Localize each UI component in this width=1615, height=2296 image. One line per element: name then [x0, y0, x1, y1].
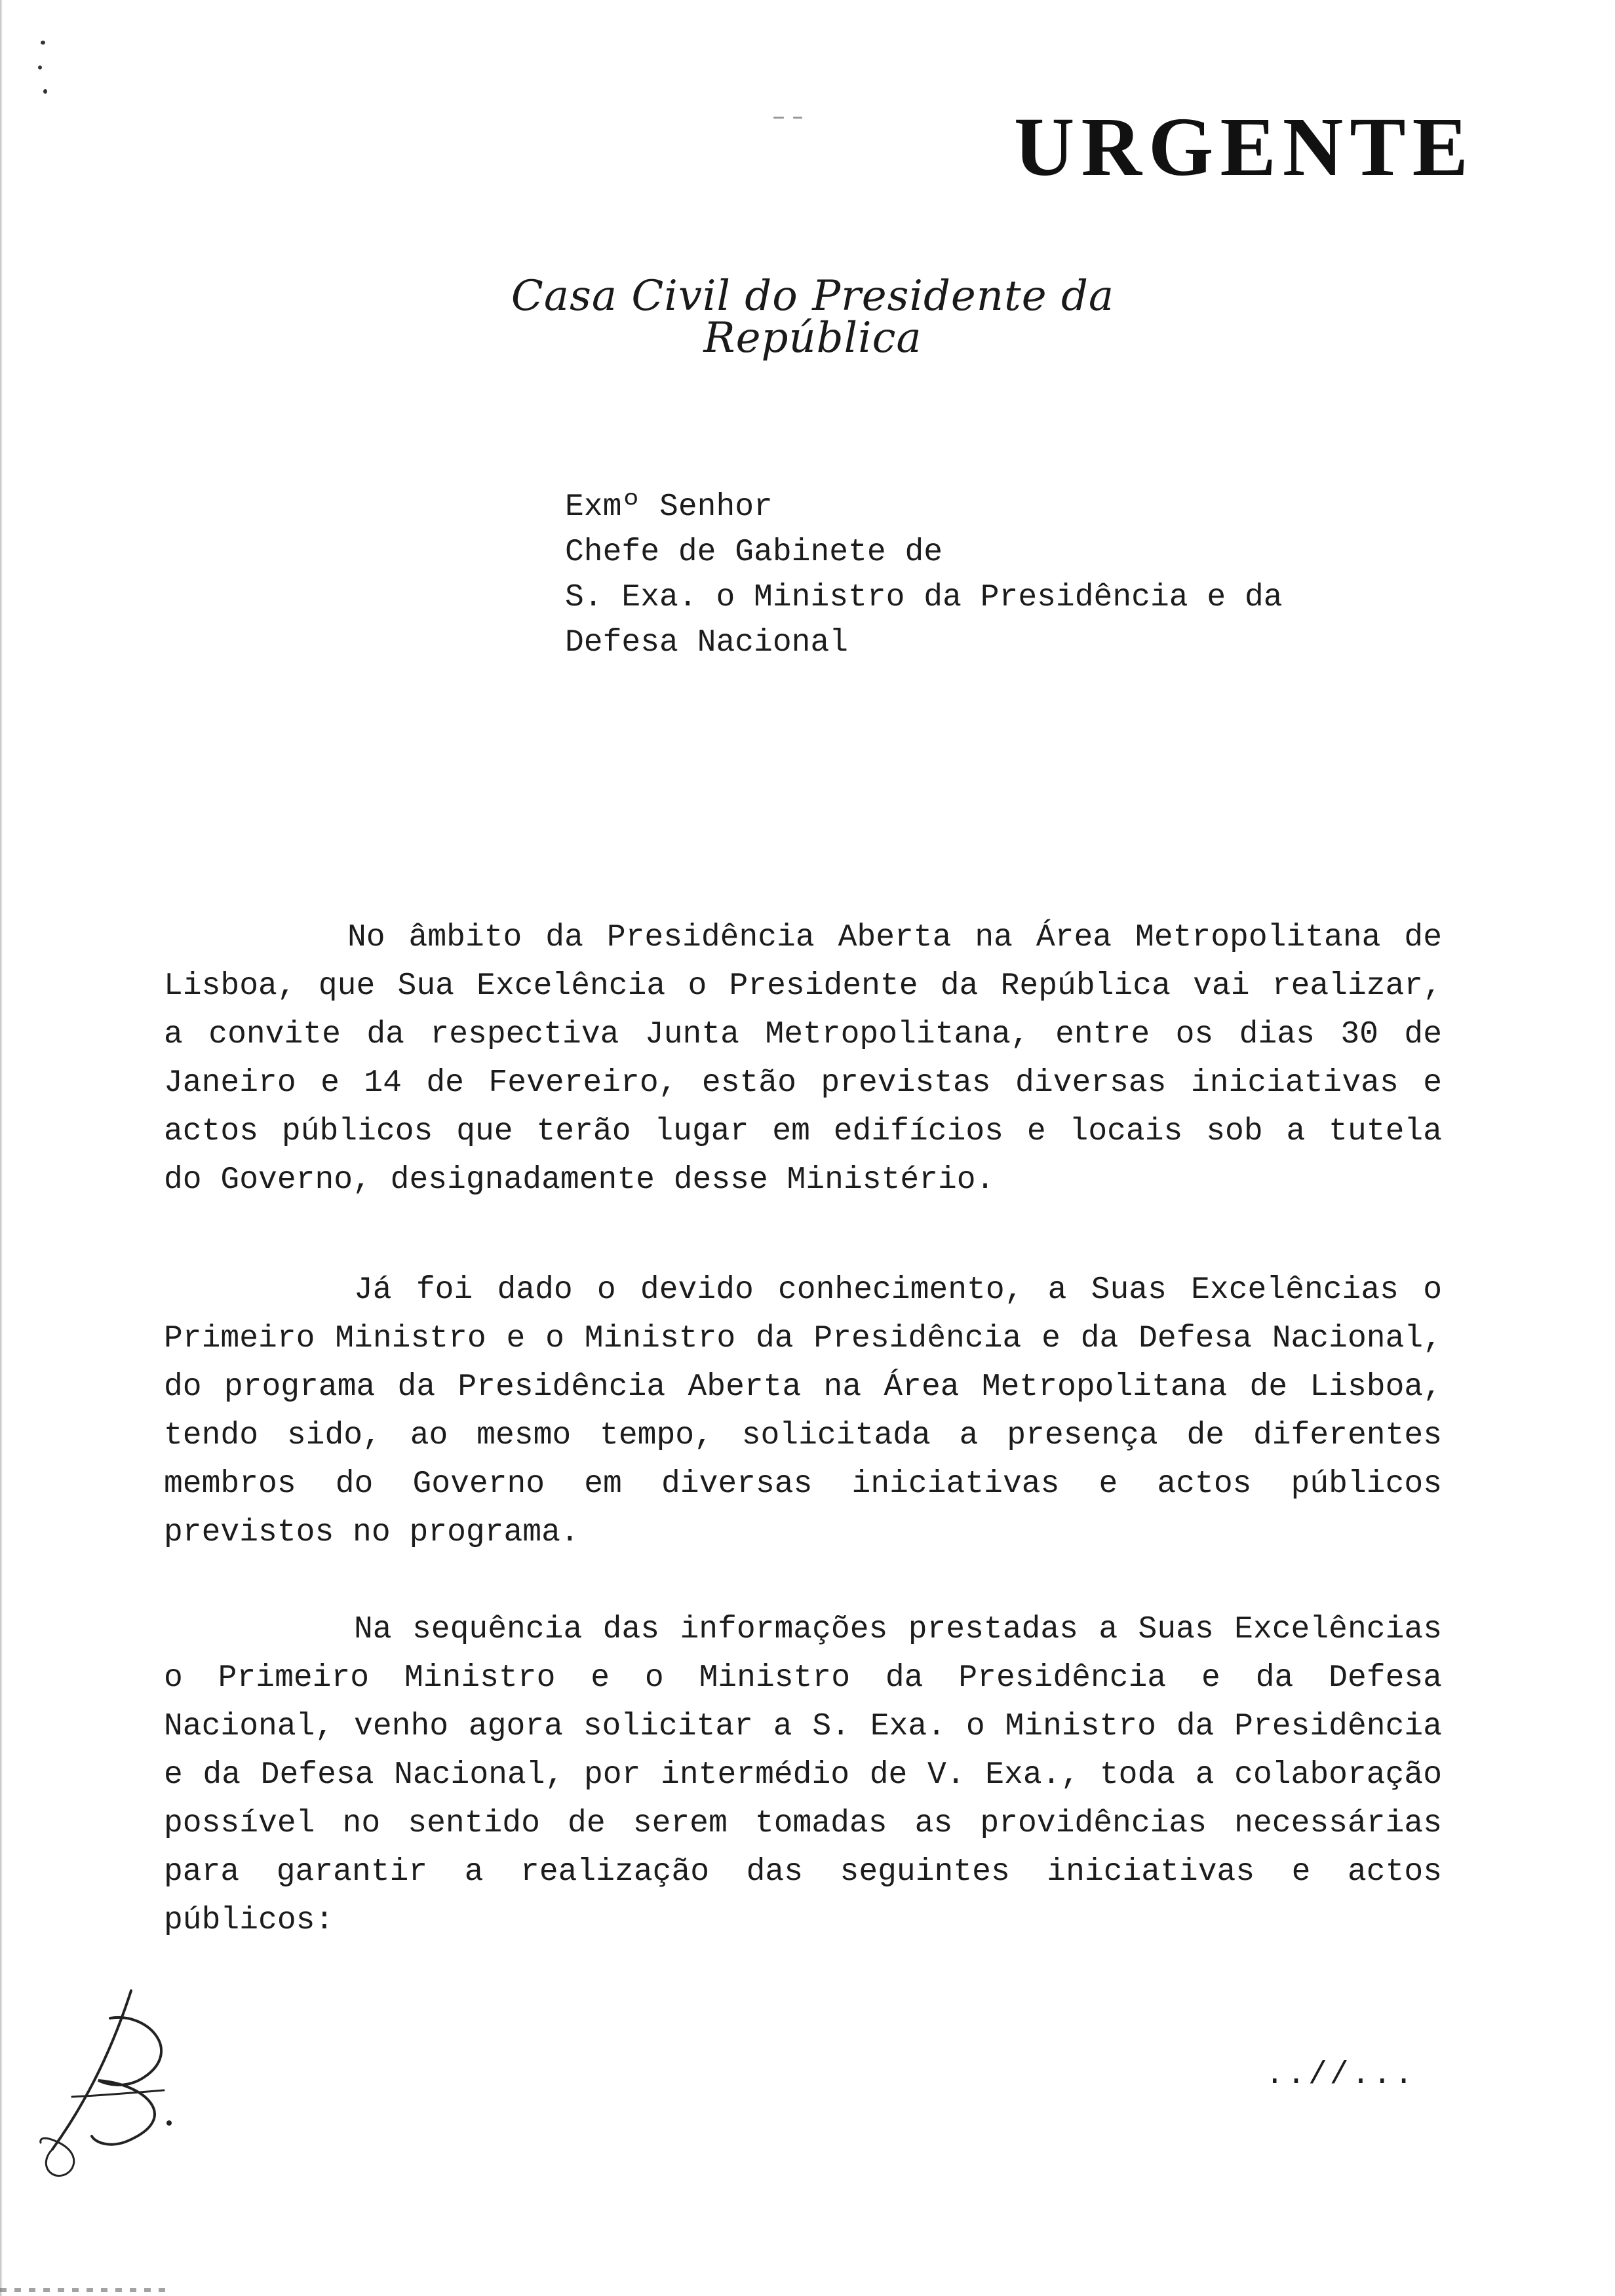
addressee-block [565, 485, 1352, 666]
letterhead: Casa Civil do Presidente da República [511, 272, 1115, 362]
scan-bottom-artifact [0, 2288, 170, 2292]
scan-speck [41, 41, 45, 45]
body-paragraph: Já foi dado o devido conhecimento, a Suas Excelências o Primeiro Ministro e o Ministro da Presidência e da Defesa Nacional, do programa da Presidência Aberta na Área Metropolitana de Lisboa, tendo sido, ao mesmo tempo, solicitada a presença de diferentes membros do Governo em diversas iniciativas e actos públicos previstos no programa. [164, 1272, 1442, 1550]
scan-speck [773, 117, 784, 119]
addressee-line: Chefe de Gabinete de [565, 535, 943, 570]
body-paragraph: No âmbito da Presidência Aberta na Área Metropolitana de Lisboa, que Sua Excelência o Presidente da República vai realizar, a convite da respectiva Junta Metropolitana, entre os dias 30 de Janeiro e 14 de Fevereiro, estão previstas diversas iniciativas e actos públicos que terão lugar em edifícios e locais sob a tutela do Governo, designadamente desse Ministério. [164, 920, 1442, 1198]
addressee-line: S. Exa. o Ministro da Presidência e da [565, 580, 1283, 615]
scan-speck [38, 66, 42, 69]
handwritten-initials [33, 1985, 190, 2182]
scan-speck [793, 117, 802, 119]
scan-speck [43, 89, 47, 94]
addressee-line: Exmº Senhor [565, 489, 773, 525]
continuation-mark: ..//... [1265, 2057, 1416, 2093]
scan-edge [0, 0, 3, 2296]
addressee-line: Defesa Nacional [565, 625, 849, 660]
body-paragraph: Na sequência das informações prestadas a Suas Excelências o Primeiro Ministro e o Ministro da Presidência e da Defesa Nacional, venho agora solicitar a S. Exa. o Ministro da Presidência e da Defesa Nacional, por intermédio de V. Exa., toda a colaboração possível no sentido de serem tomadas as providências necessárias para garantir a realização das seguintes iniciativas e actos públicos: [164, 1612, 1442, 1938]
urgent-stamp: URGENTE [1014, 100, 1475, 193]
